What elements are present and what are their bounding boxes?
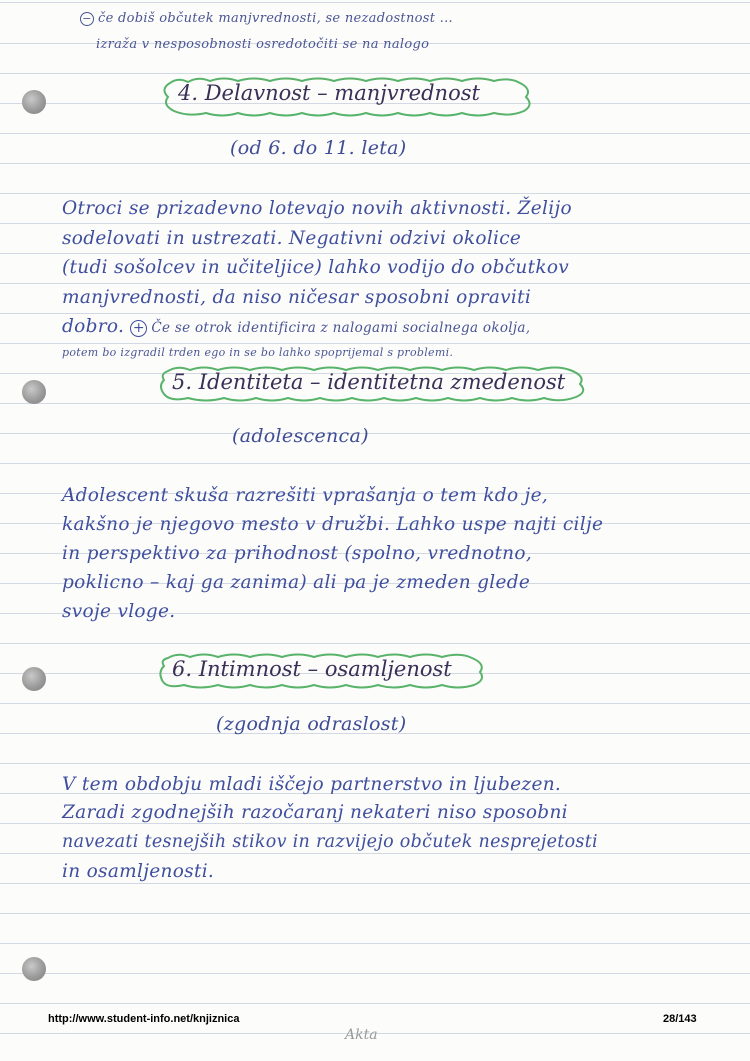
section-5-line-1: Adolescent skuša razrešiti vprašanja o tem kdo je, <box>62 485 549 506</box>
section-5-age: (adolescenca) <box>232 425 369 447</box>
plus-symbol: + <box>130 320 147 337</box>
footer-url-link[interactable]: http://www.student-info.net/knjiznica <box>48 1013 240 1025</box>
section-4-line-3: (tudi sošolcev in učiteljice) lahko vodijo do občutkov <box>62 257 570 278</box>
section-4-heading: 4. Delavnost – manjvrednost <box>178 81 480 105</box>
section-4-line-1: Otroci se prizadevno lotevajo novih aktivnosti. Želijo <box>62 198 572 219</box>
section-4-line-5 <box>62 316 530 337</box>
section-5-line-5: svoje vloge. <box>62 601 176 622</box>
punch-hole-3 <box>22 667 46 691</box>
section-6-line-4: in osamljenosti. <box>62 861 215 882</box>
section-5-line-3: in perspektivo za prihodnost (spolno, vrednotno, <box>62 543 533 564</box>
punch-hole-1 <box>22 90 46 114</box>
minus-symbol: − <box>80 12 94 26</box>
section-6-line-1: V tem obdobju mladi iščejo partnerstvo in ljubezen. <box>62 774 562 795</box>
section-4-line-4: manjvrednosti, da niso ničesar sposobni opraviti <box>62 287 532 308</box>
punch-hole-4 <box>22 957 46 981</box>
section-6-line-2: Zaradi zgodnejših razočaranj nekateri niso sposobni <box>62 802 568 823</box>
brand-logo: Akta <box>345 1027 378 1043</box>
top-note-line-2: izraža v nesposobnosti osredotočiti se na nalogo <box>96 37 430 52</box>
section-6-heading: 6. Intimnost – osamljenost <box>172 657 452 681</box>
top-note-line-1 <box>80 11 453 26</box>
punch-hole-2 <box>22 380 46 404</box>
section-5-line-2: kakšno je njegovo mesto v družbi. Lahko uspe najti cilje <box>62 514 604 535</box>
section-6-age: (zgodnja odraslost) <box>216 713 407 735</box>
section-4-plus-text: Če se otrok identificira z nalogami socialnega okolja, <box>151 320 531 336</box>
section-4-plus-text-2: potem bo izgradil trden ego in se bo lahko spoprijemal s problemi. <box>62 346 454 359</box>
section-5-line-4: poklicno – kaj ga zanima) ali pa je zmeden glede <box>62 572 531 593</box>
footer-page-number: 28/143 <box>663 1013 697 1025</box>
section-4-line-2: sodelovati in ustrezati. Negativni odzivi okolice <box>62 228 522 249</box>
section-6-line-3: navezati tesnejših stikov in razvijejo občutek nesprejetosti <box>62 832 598 852</box>
section-5-heading: 5. Identiteta – identitetna zmedenost <box>172 370 566 394</box>
section-4-line-5-text: dobro. <box>62 316 125 337</box>
top-note-text-1: če dobiš občutek manjvrednosti, se nezadostnost ... <box>98 11 453 26</box>
section-4-age: (od 6. do 11. leta) <box>230 137 407 159</box>
